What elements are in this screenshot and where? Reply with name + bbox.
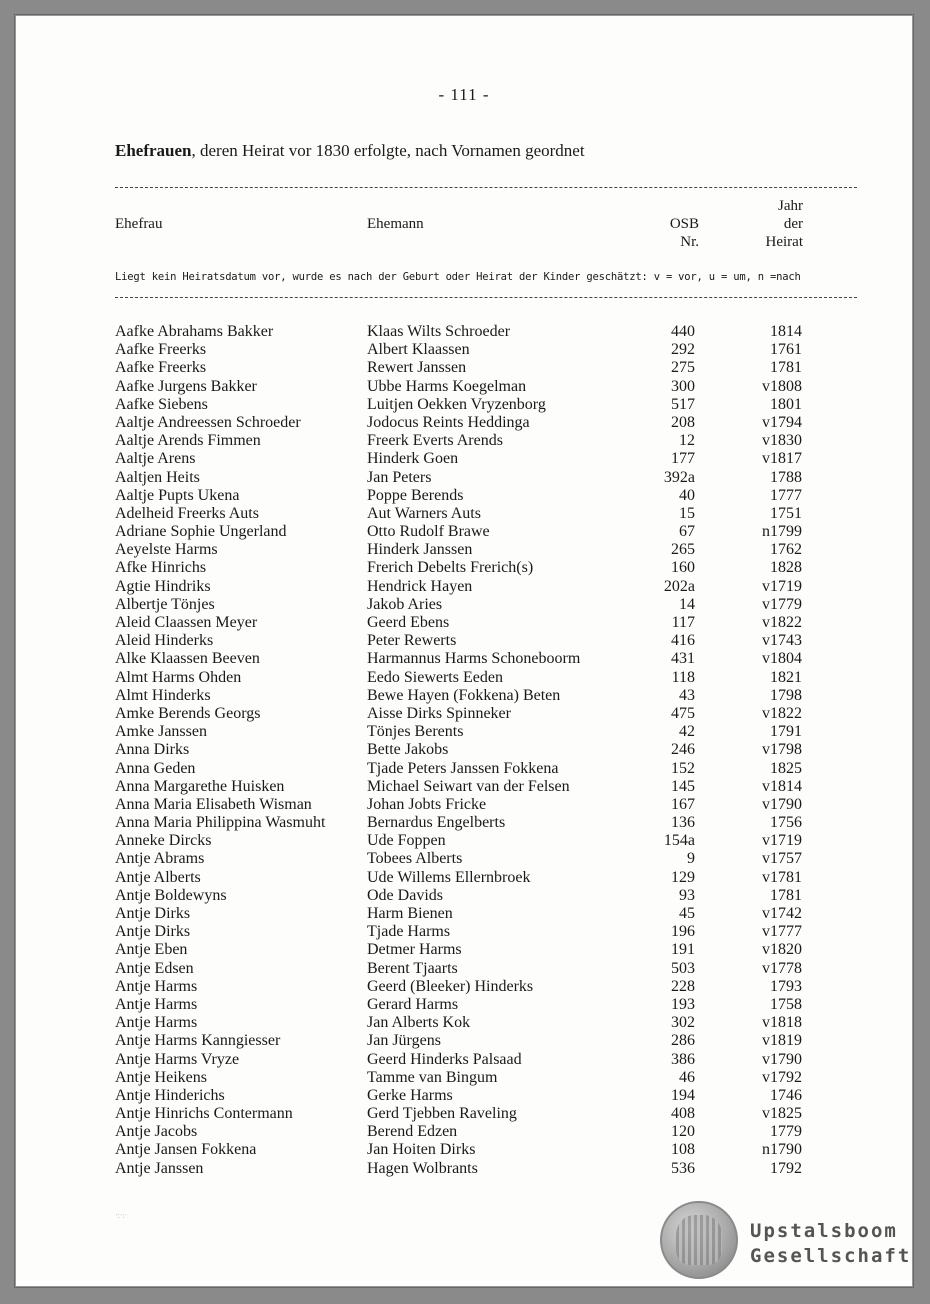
table-row <box>115 323 815 341</box>
marriage-year: v1825 <box>762 1105 802 1123</box>
marriage-year: 1828 <box>770 559 802 577</box>
marriage-year: n1790 <box>762 1141 802 1159</box>
table-row <box>115 523 815 541</box>
osb-number: 292 <box>671 341 695 359</box>
wife-name: Afke Hinrichs <box>115 559 207 577</box>
society-logo-text <box>750 1219 911 1269</box>
wife-name: Antje Dirks <box>115 905 191 922</box>
husband-name: Harmannus Harms Schoneboorm <box>367 650 581 668</box>
osb-number: 208 <box>671 413 695 431</box>
logo-line2: Gesellschaft <box>750 1245 912 1267</box>
table-row <box>115 850 815 868</box>
wife-name: Anna Maria Philippina Wasmuht <box>115 814 326 832</box>
table-row <box>115 1141 815 1159</box>
wife-name: Almt Hinderks <box>115 686 211 704</box>
marriage-year: 1788 <box>770 468 802 486</box>
wife-name: Antje Alberts <box>115 868 201 886</box>
marriage-year: v1790 <box>762 1050 802 1068</box>
table-row <box>115 814 815 832</box>
column-header-year-line2: der <box>783 216 803 232</box>
marriage-year: 1791 <box>770 723 802 741</box>
marriage-list <box>115 323 815 1178</box>
table-row <box>115 341 815 359</box>
osb-number: 228 <box>671 977 695 995</box>
heading-rest: , deren Heirat vor 1830 erfolgte, nach Vornamen geordnet <box>191 141 585 160</box>
husband-name: Tönjes Berents <box>367 723 464 741</box>
osb-number: 136 <box>671 814 695 832</box>
marriage-year: n1799 <box>762 523 802 541</box>
table-row <box>115 1014 815 1032</box>
husband-name: Johan Jobts Fricke <box>367 795 487 813</box>
table-row <box>115 1105 815 1123</box>
marriage-year: 1814 <box>770 323 802 340</box>
table-row <box>115 378 815 396</box>
osb-number: 129 <box>671 868 695 886</box>
osb-number: 43 <box>679 686 695 704</box>
marriage-year: v1808 <box>762 377 802 395</box>
marriage-year: 1798 <box>770 686 802 704</box>
scan-smudge: ·:·:· <box>115 1211 128 1220</box>
table-row <box>115 1160 815 1178</box>
wife-name: Anna Maria Elisabeth Wisman <box>115 795 312 813</box>
osb-number: 475 <box>671 704 695 722</box>
wife-name: Antje Eben <box>115 941 188 959</box>
wife-name: Aleid Claassen Meyer <box>115 614 258 631</box>
husband-name: Tamme van Bingum <box>367 1068 498 1086</box>
marriage-year: 1758 <box>770 995 802 1013</box>
husband-name: Hendrick Hayen <box>367 577 473 595</box>
husband-name: Jakob Aries <box>367 595 443 613</box>
husband-name: Geerd Hinderks Palsaad <box>367 1050 522 1068</box>
marriage-year: 1746 <box>770 1086 802 1104</box>
osb-number: 154a <box>663 832 695 850</box>
wife-name: Antje Dirks <box>115 923 191 941</box>
husband-name: Ude Foppen <box>367 832 446 850</box>
wife-name: Aaltje Arens <box>115 450 196 468</box>
husband-name: Albert Klaassen <box>367 341 470 359</box>
marriage-year: v1790 <box>762 795 802 813</box>
table-row <box>115 396 815 414</box>
osb-number: 196 <box>671 923 695 941</box>
table-row <box>115 596 815 614</box>
osb-number: 275 <box>671 359 695 377</box>
husband-name: Bewe Hayen (Fokkena) Beten <box>367 686 561 704</box>
wife-name: Aaltje Andreessen Schroeder <box>115 413 301 431</box>
osb-number: 120 <box>671 1123 695 1141</box>
marriage-year: v1817 <box>762 450 802 468</box>
heading-bold: Ehefrauen <box>115 141 192 160</box>
marriage-year: 1761 <box>770 341 802 359</box>
wife-name: Anna Dirks <box>115 741 190 759</box>
osb-number: 536 <box>671 1159 695 1177</box>
marriage-year: 1793 <box>770 977 802 995</box>
osb-number: 517 <box>671 395 695 413</box>
wife-name: Aafke Abrahams Bakker <box>115 323 274 340</box>
wife-name: Antje Harms <box>115 1014 198 1032</box>
table-row <box>115 505 815 523</box>
column-header-osb-line1: OSB <box>669 216 699 232</box>
osb-number: 160 <box>671 559 695 577</box>
wife-name: Adriane Sophie Ungerland <box>115 523 287 541</box>
wife-name: Antje Jansen Fokkena <box>115 1141 257 1159</box>
wife-name: Antje Edsen <box>115 959 194 977</box>
husband-name: Rewert Janssen <box>367 359 467 377</box>
husband-name: Ude Willems Ellernbroek <box>367 868 531 886</box>
table-row <box>115 1069 815 1087</box>
marriage-year: 1801 <box>770 395 802 413</box>
husband-name: Poppe Berends <box>367 486 464 504</box>
husband-name: Hagen Wolbrants <box>367 1159 478 1177</box>
marriage-year: v1781 <box>762 868 802 886</box>
husband-name: Tjade Peters Janssen Fokkena <box>367 759 559 777</box>
marriage-year: 1756 <box>770 814 802 832</box>
osb-number: 46 <box>679 1068 695 1086</box>
osb-number: 392a <box>663 468 695 486</box>
table-row <box>115 723 815 741</box>
marriage-year: v1818 <box>762 1014 802 1032</box>
husband-name: Harm Bienen <box>367 905 453 922</box>
wife-name: Aaltje Pupts Ukena <box>115 486 240 504</box>
table-row <box>115 1087 815 1105</box>
osb-number: 300 <box>671 377 695 395</box>
husband-name: Eedo Siewerts Eeden <box>367 668 503 686</box>
husband-name: Jan Jürgens <box>367 1032 441 1050</box>
wife-name: Antje Harms <box>115 995 198 1013</box>
husband-name: Geerd (Bleeker) Hinderks <box>367 977 534 995</box>
marriage-year: 1821 <box>770 668 802 686</box>
estimate-note: Liegt kein Heiratsdatum vor, wurde es nach der Geburt oder Heirat der Kinder geschätzt: v = vor, u = um, n =nach <box>115 271 801 283</box>
wife-name: Aeyelste Harms <box>115 541 218 559</box>
society-seal-icon <box>660 1201 738 1279</box>
column-header-osb-line2: Nr. <box>680 234 699 250</box>
marriage-year: v1778 <box>762 959 802 977</box>
osb-number: 14 <box>679 595 695 613</box>
wife-name: Aafke Siebens <box>115 395 208 413</box>
wife-name: Antje Harms <box>115 977 198 995</box>
marriage-year: v1779 <box>762 595 802 613</box>
column-header-husband: Ehemann <box>367 216 424 232</box>
osb-number: 108 <box>671 1141 695 1159</box>
osb-number: 40 <box>679 486 695 504</box>
husband-name: Jan Hoiten Dirks <box>367 1141 476 1159</box>
marriage-year: v1822 <box>762 704 802 722</box>
marriage-year: v1743 <box>762 632 802 650</box>
husband-name: Ubbe Harms Koegelman <box>367 377 527 395</box>
husband-name: Frerich Debelts Frerich(s) <box>367 559 534 577</box>
marriage-year: v1777 <box>762 923 802 941</box>
wife-name: Antje Heikens <box>115 1068 207 1086</box>
osb-number: 246 <box>671 741 695 759</box>
husband-name: Bette Jakobs <box>367 741 449 759</box>
osb-number: 152 <box>671 759 695 777</box>
wife-name: Aafke Freerks <box>115 359 207 377</box>
divider-top <box>115 187 857 188</box>
marriage-year: v1742 <box>762 905 802 922</box>
husband-name: Berend Edzen <box>367 1123 458 1141</box>
osb-number: 93 <box>679 886 695 904</box>
wife-name: Aafke Jurgens Bakker <box>115 377 257 395</box>
table-row <box>115 541 815 559</box>
wife-name: Adelheid Freerks Auts <box>115 504 259 522</box>
osb-number: 265 <box>671 541 695 559</box>
marriage-year: 1781 <box>770 359 802 377</box>
table-row <box>115 760 815 778</box>
husband-name: Jan Peters <box>367 468 432 486</box>
column-header-year-line1: Jahr <box>778 198 803 214</box>
seal-emblem <box>676 1215 722 1265</box>
husband-name: Jan Alberts Kok <box>367 1014 471 1032</box>
marriage-year: v1820 <box>762 941 802 959</box>
table-row <box>115 741 815 759</box>
column-header-year <box>733 197 803 251</box>
table-row <box>115 487 815 505</box>
husband-name: Tjade Harms <box>367 923 451 941</box>
marriage-year: v1814 <box>762 777 802 795</box>
table-row <box>115 669 815 687</box>
marriage-year: 1781 <box>770 886 802 904</box>
osb-number: 9 <box>687 850 695 868</box>
marriage-year: 1762 <box>770 541 802 559</box>
husband-name: Gerd Tjebben Raveling <box>367 1105 517 1123</box>
table-row <box>115 796 815 814</box>
husband-name: Hinderk Janssen <box>367 541 473 559</box>
page-heading <box>115 141 585 161</box>
page-number: - 111 - <box>438 85 490 104</box>
husband-name: Bernardus Engelberts <box>367 814 506 832</box>
wife-name: Antje Harms Vryze <box>115 1050 240 1068</box>
table-row <box>115 778 815 796</box>
wife-name: Aleid Hinderks <box>115 632 214 650</box>
table-row <box>115 1051 815 1069</box>
marriage-year: 1792 <box>770 1159 802 1177</box>
husband-name: Otto Rudolf Brawe <box>367 523 490 541</box>
osb-number: 408 <box>671 1105 695 1123</box>
osb-number: 193 <box>671 995 695 1013</box>
table-row <box>115 614 815 632</box>
wife-name: Antje Harms Kanngiesser <box>115 1032 281 1050</box>
wife-name: Antje Abrams <box>115 850 205 868</box>
wife-name: Antje Hinderichs <box>115 1086 225 1104</box>
wife-name: Agtie Hindriks <box>115 577 211 595</box>
osb-number: 286 <box>671 1032 695 1050</box>
table-row <box>115 469 815 487</box>
wife-name: Almt Harms Ohden <box>115 668 242 686</box>
wife-name: Albertje Tönjes <box>115 595 215 613</box>
marriage-year: 1825 <box>770 759 802 777</box>
wife-name: Antje Jacobs <box>115 1123 198 1141</box>
table-row <box>115 432 815 450</box>
marriage-year: v1804 <box>762 650 802 668</box>
marriage-year: v1822 <box>762 614 802 631</box>
table-row <box>115 996 815 1014</box>
osb-number: 118 <box>671 668 695 686</box>
wife-name: Amke Berends Georgs <box>115 704 261 722</box>
husband-name: Detmer Harms <box>367 941 462 959</box>
document-page <box>14 14 914 1288</box>
osb-number: 440 <box>671 323 695 340</box>
osb-number: 117 <box>671 614 695 631</box>
table-row <box>115 705 815 723</box>
marriage-year: 1779 <box>770 1123 802 1141</box>
marriage-year: v1798 <box>762 741 802 759</box>
osb-number: 12 <box>679 432 695 450</box>
table-row <box>115 1032 815 1050</box>
marriage-year: v1830 <box>762 432 802 450</box>
wife-name: Antje Hinrichs Contermann <box>115 1105 293 1123</box>
osb-number: 145 <box>671 777 695 795</box>
wife-name: Anna Margarethe Huisken <box>115 777 285 795</box>
osb-number: 191 <box>671 941 695 959</box>
table-row <box>115 978 815 996</box>
table-row <box>115 905 815 923</box>
osb-number: 431 <box>671 650 695 668</box>
osb-number: 167 <box>671 795 695 813</box>
divider-bottom <box>115 297 857 298</box>
osb-number: 177 <box>671 450 695 468</box>
osb-number: 416 <box>671 632 695 650</box>
wife-name: Aaltje Arends Fimmen <box>115 432 261 450</box>
husband-name: Geerd Ebens <box>367 614 450 631</box>
husband-name: Luitjen Oekken Vryzenborg <box>367 395 546 413</box>
table-row <box>115 414 815 432</box>
marriage-year: v1719 <box>762 832 802 850</box>
osb-number: 194 <box>671 1086 695 1104</box>
marriage-year: v1792 <box>762 1068 802 1086</box>
table-row <box>115 923 815 941</box>
logo-line1: Upstalsboom <box>750 1220 898 1242</box>
husband-name: Klaas Wilts Schroeder <box>367 323 511 340</box>
osb-number: 45 <box>679 905 695 922</box>
table-row <box>115 960 815 978</box>
osb-number: 202a <box>663 577 695 595</box>
husband-name: Gerke Harms <box>367 1086 453 1104</box>
table-row <box>115 869 815 887</box>
table-row <box>115 578 815 596</box>
osb-number: 15 <box>679 504 695 522</box>
marriage-year: v1794 <box>762 413 802 431</box>
osb-number: 67 <box>679 523 695 541</box>
table-row <box>115 650 815 668</box>
marriage-year: v1719 <box>762 577 802 595</box>
husband-name: Aut Warners Auts <box>367 504 481 522</box>
marriage-year: v1757 <box>762 850 802 868</box>
table-row <box>115 941 815 959</box>
husband-name: Gerard Harms <box>367 995 459 1013</box>
table-row <box>115 887 815 905</box>
wife-name: Antje Boldewyns <box>115 886 227 904</box>
table-row <box>115 359 815 377</box>
wife-name: Amke Janssen <box>115 723 207 741</box>
column-header-osb <box>639 215 699 251</box>
table-row <box>115 450 815 468</box>
marriage-year: 1777 <box>770 486 802 504</box>
marriage-year: 1751 <box>770 504 802 522</box>
osb-number: 42 <box>679 723 695 741</box>
husband-name: Tobees Alberts <box>367 850 463 868</box>
husband-name: Hinderk Goen <box>367 450 459 468</box>
table-row <box>115 832 815 850</box>
marriage-year: v1819 <box>762 1032 802 1050</box>
osb-number: 503 <box>671 959 695 977</box>
husband-name: Berent Tjaarts <box>367 959 458 977</box>
wife-name: Antje Janssen <box>115 1159 204 1177</box>
wife-name: Alke Klaassen Beeven <box>115 650 260 668</box>
wife-name: Anna Geden <box>115 759 196 777</box>
husband-name: Jodocus Reints Heddinga <box>367 413 530 431</box>
husband-name: Ode Davids <box>367 886 443 904</box>
husband-name: Freerk Everts Arends <box>367 432 503 450</box>
column-header-wife: Ehefrau <box>115 216 163 232</box>
osb-number: 302 <box>671 1014 695 1032</box>
husband-name: Michael Seiwart van der Felsen <box>367 777 570 795</box>
table-row <box>115 1123 815 1141</box>
husband-name: Peter Rewerts <box>367 632 457 650</box>
osb-number: 386 <box>671 1050 695 1068</box>
wife-name: Anneke Dircks <box>115 832 212 850</box>
table-row <box>115 559 815 577</box>
wife-name: Aafke Freerks <box>115 341 207 359</box>
table-row <box>115 632 815 650</box>
wife-name: Aaltjen Heits <box>115 468 200 486</box>
table-row <box>115 687 815 705</box>
column-header-year-line3: Heirat <box>765 234 803 250</box>
husband-name: Aisse Dirks Spinneker <box>367 704 511 722</box>
